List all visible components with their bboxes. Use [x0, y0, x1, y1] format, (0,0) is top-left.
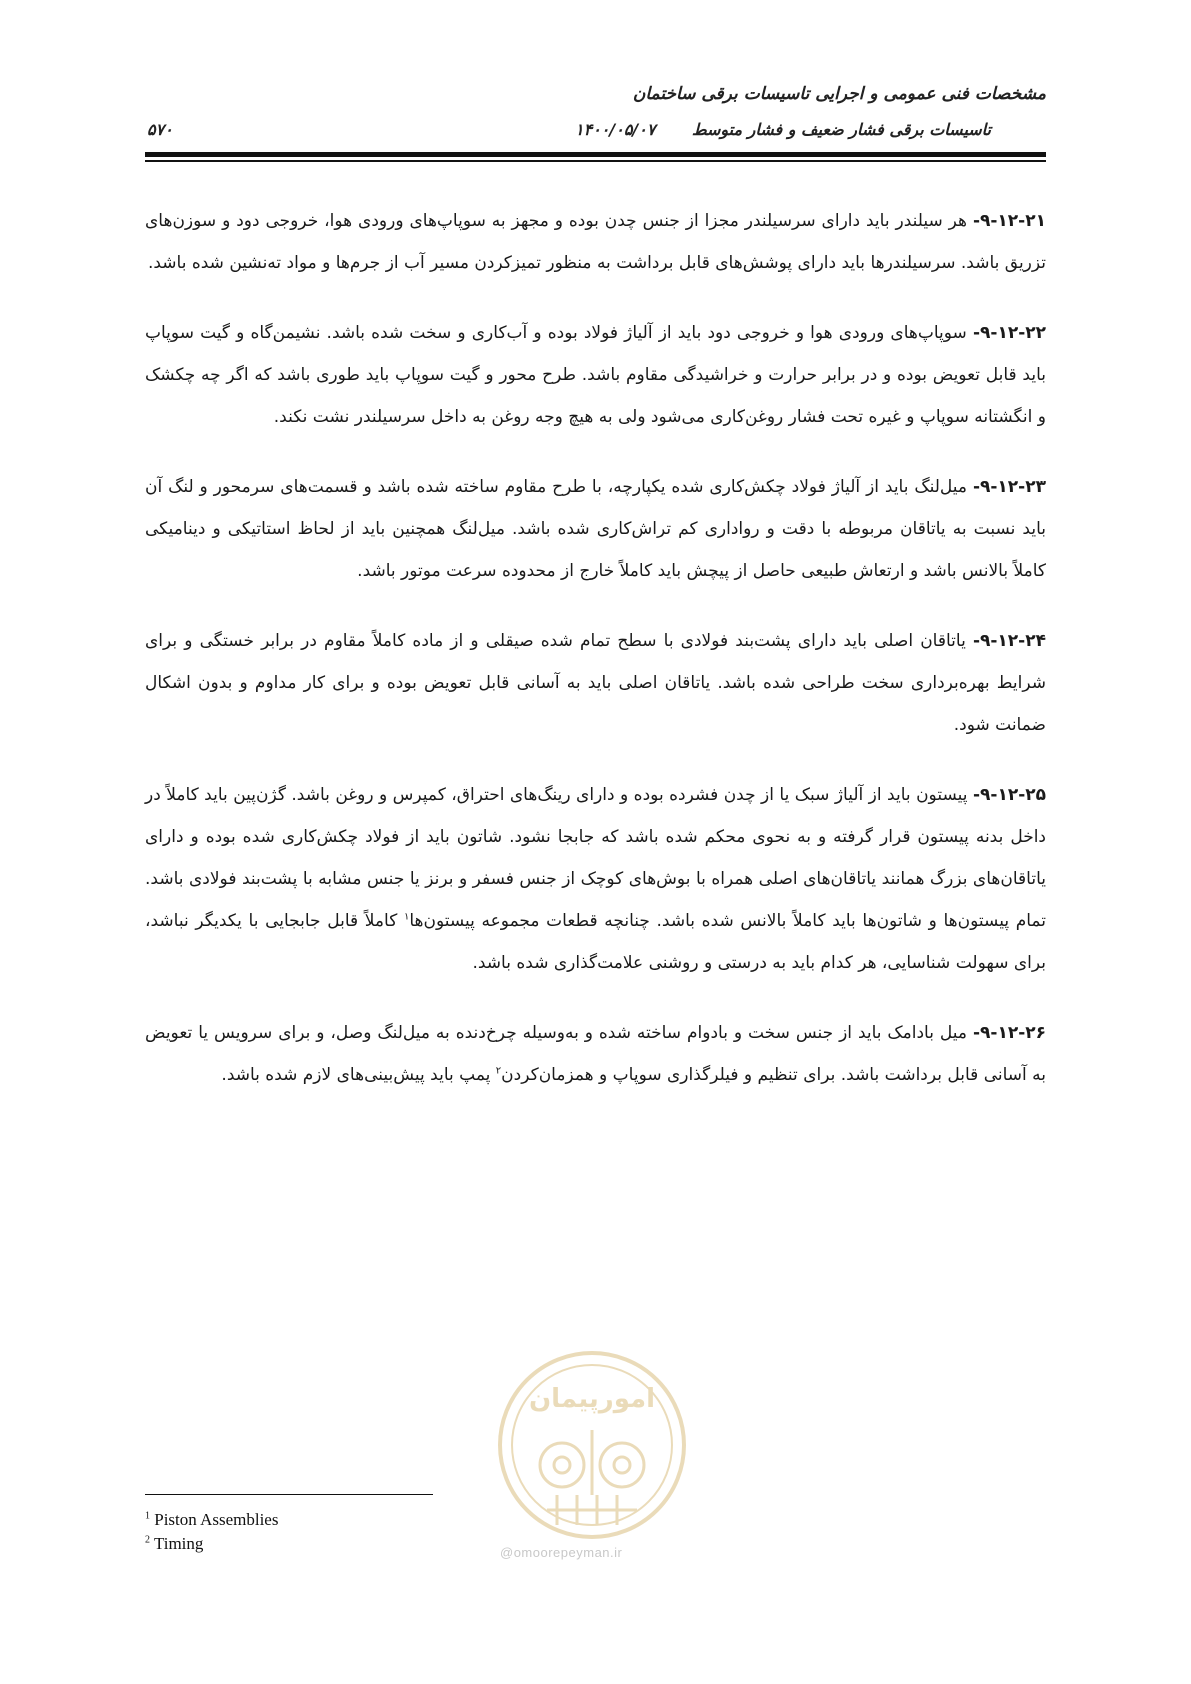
paragraph-9-12-22 [145, 312, 1046, 438]
watermark-seal-text: امورپیمان [528, 1384, 656, 1414]
paragraph-text: یاتاقان اصلی باید دارای پشت‌بند فولادی با سطح تمام شده صیقلی و از ماده کاملاً مقاوم در برابر خستگی و برای شرایط بهره‌برداری سخت طراحی شده باشد. یاتاقان اصلی باید به آسانی قابل تعویض بوده و برای کار مداوم و بدون اشکال ضمانت شود. [145, 631, 1046, 735]
footnote-mark: 1 [145, 1510, 150, 1522]
paragraph-text: میل بادامک باید از جنس سخت و بادوام ساخته شده و به‌وسیله چرخ‌دنده به میل‌لنگ وصل، و برای سرویس یا تعویض به آسانی قابل برداشت باشد. برای تنظیم و فیلرگذاری سوپاپ و همزمان‌کردن [145, 1023, 1046, 1085]
watermark-seal-icon [492, 1345, 692, 1545]
footnote-ref-2[interactable]: ۲ [495, 1065, 502, 1077]
paragraph-9-12-24 [145, 620, 1046, 746]
footnote-text: Piston Assemblies [154, 1510, 279, 1529]
footnote-rule [145, 1494, 433, 1495]
paragraph-text: سوپاپ‌های ورودی هوا و خروجی دود باید از آلیاژ فولاد بوده و آب‌کاری و سخت شده باشد. نشیمن‌گاه و گیت سوپاپ باید قابل تعویض بوده و در برابر حرارت و خراشیدگی مقاوم باشد. طرح محور و گیت سوپاپ باید طوری باشد که اگر چه چکشک و انگشتانه سوپاپ و غیره تحت فشار روغن‌کاری می‌شود ولی به هیچ وجه روغن به داخل سرسیلندر نشت نکند. [145, 323, 1046, 427]
page-number: ۵۷۰ [147, 120, 173, 139]
header-subtitle: تاسیسات برقی فشار ضعیف و فشار متوسط [691, 120, 991, 139]
footnote-ref-1[interactable]: ۱ [403, 911, 410, 923]
header-title: مشخصات فنی عمومی و اجرایی تاسیسات برقی ساختمان [632, 84, 1046, 104]
clause-number: ۹-۱۲-۲۱- [972, 211, 1046, 231]
paragraph-9-12-21 [145, 200, 1046, 284]
header-rule-thick [145, 152, 1046, 157]
clause-number: ۹-۱۲-۲۲- [972, 323, 1047, 343]
paragraph-text-cont: پمپ باید پیش‌بینی‌های لازم شده باشد. [221, 1065, 496, 1085]
footnote-text: Timing [153, 1534, 204, 1553]
watermark-site: @omoorepeyman.ir [500, 1545, 623, 1560]
footnote-1 [145, 1510, 278, 1530]
paragraph-text: هر سیلندر باید دارای سرسیلندر مجزا از جنس چدن بوده و مجهز به سوپاپ‌های ورودی هوا، خروجی دود و سوزن‌های تزریق باشد. سرسیلندرها باید دارای پوشش‌های قابل برداشت به منظور تمیزکردن مسیر آب از جرم‌ها و مواد ته‌نشین شده باشد. [145, 211, 1046, 273]
paragraph-9-12-25 [145, 774, 1046, 984]
paragraph-text: پیستون باید از آلیاژ سبک یا از چدن فشرده بوده و دارای رینگ‌های احتراق، کمپرس و روغن باشد. گژن‌پین باید کاملاً در داخل بدنه پیستون قرار گرفته و به نحوی محکم شده باشد که جابجا نشود. شاتون باید از فولاد چکش‌کاری شده بوده و دارای یاتاقان‌های بزرگ همانند یاتاقان‌های اصلی همراه با بوش‌های کوچک از جنس فسفر و برنز یا جنس مشابه با پشت‌بند فولادی باشد. تمام پیستون‌ها و شاتون‌ها باید کاملاً بالانس شده باشد. چنانچه قطعات مجموعه پیستون‌ها [145, 785, 1046, 931]
header-row [145, 120, 1046, 146]
paragraph-text-cont: کاملاً قابل جابجایی با یکدیگر نباشد، برای سهولت شناسایی، هر کدام باید به درستی و روشنی علامت‌گذاری شده باشد. [145, 911, 1046, 973]
clause-number: ۹-۱۲-۲۶- [972, 1023, 1047, 1043]
document-body [145, 200, 1046, 1124]
clause-number: ۹-۱۲-۲۴- [972, 631, 1046, 651]
clause-number: ۹-۱۲-۲۳- [972, 477, 1046, 497]
paragraph-9-12-23 [145, 466, 1046, 592]
footnote-mark: 2 [145, 1534, 150, 1546]
footnote-2 [145, 1534, 203, 1554]
header-date: ۱۴۰۰/۰۵/۰۷ [575, 120, 656, 139]
paragraph-9-12-26 [145, 1012, 1046, 1096]
header-rule-thin [145, 160, 1046, 162]
paragraph-text: میل‌لنگ باید از آلیاژ فولاد چکش‌کاری شده یکپارچه، با طرح مقاوم ساخته شده باشد و قسمت‌های سرمحور و لنگ آن باید نسبت به یاتاقان مربوطه با دقت و رواداری کم تراش‌کاری شده باشد. میل‌لنگ همچنین باید از لحاظ استاتیکی و دینامیکی کاملاً بالانس باشد و ارتعاش طبیعی حاصل از پیچش باید کاملاً خارج از محدوده سرعت موتور باشد. [145, 477, 1046, 581]
clause-number: ۹-۱۲-۲۵- [972, 785, 1047, 805]
